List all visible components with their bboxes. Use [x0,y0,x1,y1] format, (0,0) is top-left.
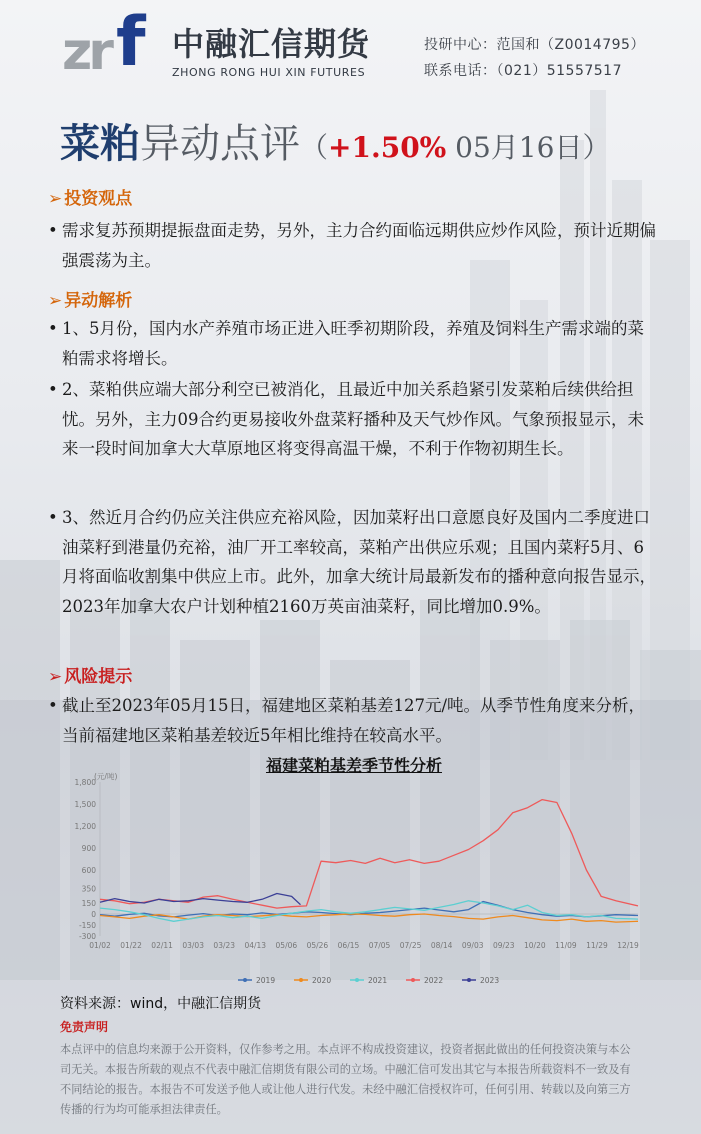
x-tick-label: 05/26 [306,941,329,950]
y-tick-label: 350 [81,884,96,894]
chart-title: 福建菜粕基差季节性分析 [265,756,442,775]
logo-english-name: ZHONG RONG HUI XIN FUTURES [172,66,366,79]
y-tick-label: 150 [81,899,96,908]
title-product: 菜粕 [60,120,140,167]
y-tick-label: 1,200 [74,822,96,831]
legend-label-2023: 2023 [480,976,500,985]
bullet-icon: • [48,696,58,715]
logo-letters: zr [62,22,110,82]
x-tick-label: 04/13 [244,941,267,950]
title-subject: 异动点评 [140,121,300,167]
y-tick-label: 1,800 [74,778,96,787]
page-title [60,112,610,169]
analysis-point-3 [48,503,658,621]
y-tick-label: -150 [78,921,96,930]
series-line-2022 [100,800,638,909]
section-analysis-title: 异动解析 [64,291,133,311]
title-paren-close: ） [582,131,611,164]
title-date: 05月16日 [446,131,583,164]
invest-text: 需求复苏预期提振盘面走势，另外，主力合约面临远期供应炒作风险，预计近期偏强震荡为主。 [62,221,656,270]
bullet-icon: • [48,380,58,399]
legend-label-2021: 2021 [368,976,388,985]
risk-paragraph [48,691,658,750]
analysis-text-2: 2、菜粕供应端大部分利空已被消化，且最近中加关系趋紧引发菜粕后续供给担忧。另外，主力09合约更易接收外盘菜籽播种及天气炒作风。气象预报显示，未来一段时间加拿大大草原地区将变得高温干燥，不利于作物初期生长。 [62,380,644,458]
risk-text: 截止至2023年05月15日，福建地区菜粕基差127元/吨。从季节性角度来分析，当前福建地区菜粕基差较近5年相比维持在较高水平。 [62,696,646,745]
x-tick-label: 03/03 [182,941,204,950]
x-tick-label: 03/23 [213,941,236,950]
x-tick-label: 05/06 [275,941,298,950]
x-tick-label: 01/22 [120,941,142,950]
logo-f-mark: f [116,3,146,82]
phone-contact: 联系电话：（021）51557517 [424,63,622,79]
x-tick-label: 12/19 [617,941,639,950]
invest-paragraph [48,216,658,275]
bullet-icon: • [48,221,58,240]
x-tick-label: 09/03 [461,941,484,950]
arrow-icon: ➢ [48,189,63,209]
analysis-point-2 [48,375,658,464]
y-tick-label: 0 [91,910,96,919]
title-change: +1.50% [328,131,447,164]
y-tick-label: 900 [81,844,96,853]
title-paren-open: （ [300,131,329,164]
research-contact: 投研中心：范国和（Z0014795） [424,37,645,53]
analysis-text-1: 1、5月份，国内水产养殖市场正进入旺季初期阶段，养殖及饲料生产需求端的菜粕需求将增长。 [62,319,644,368]
legend-marker-2023 [467,978,471,982]
company-logo [62,3,382,84]
y-tick-label: -300 [78,932,96,941]
x-tick-label: 11/09 [555,941,577,950]
y-tick-label: 1,500 [74,800,96,809]
arrow-icon: ➢ [48,667,63,687]
legend-marker-2019 [243,978,247,982]
section-risk-heading [48,662,132,687]
x-tick-label: 07/25 [399,941,422,950]
legend-marker-2022 [411,978,415,982]
disclaimer-title: 免责声明 [60,1020,109,1034]
x-tick-label: 08/14 [430,941,453,950]
logo-chinese-name: 中融汇信期货 [172,25,371,63]
analysis-text-3: 3、然近月合约仍应关注供应充裕风险，因加菜籽出口意愿良好及国内二季度进口油菜籽到港量仍充裕，油厂开工率较高，菜粕产出供应乐观；且国内菜籽5月、6月将面临收割集中供应上市。此外，加拿大统计局最新发布的播种意向报告显示，2023年加拿大农户计划种植2160万英亩油菜籽，同比增加0.9%。 [62,508,656,616]
x-tick-label: 02/11 [151,941,173,950]
bullet-icon: • [48,319,58,338]
section-invest-title: 投资观点 [64,189,133,209]
section-invest-heading [48,184,132,209]
x-tick-label: 09/23 [492,941,515,950]
legend-marker-2021 [355,978,359,982]
basis-seasonal-chart [60,768,650,993]
legend-label-2020: 2020 [312,976,332,985]
analysis-point-1 [48,314,658,373]
bullet-icon: • [48,508,58,527]
x-tick-label: 10/20 [524,941,546,950]
x-tick-label: 11/29 [586,941,608,950]
section-analysis-heading [48,286,132,311]
y-axis-unit: (元/吨) [94,772,118,781]
legend-label-2022: 2022 [424,976,444,985]
x-tick-label: 01/02 [89,941,111,950]
x-tick-label: 07/05 [368,941,391,950]
legend-marker-2020 [299,978,303,982]
legend-label-2019: 2019 [256,976,276,985]
x-tick-label: 06/15 [337,941,360,950]
arrow-icon: ➢ [48,291,63,311]
y-tick-label: 600 [81,866,96,875]
disclaimer-text: 本点评中的信息均来源于公开资料，仅作参考之用。本点评不构成投资建议，投资者据此做出的任何投资决策与本公司无关。本报告所载的观点不代表中融汇信期货有限公司的立场。中融汇信可发出其它与本报告所载资料不一致及有不同结论的报告。本报告不可发送予他人或让他人进行代发。未经中融汇信授权许可，任何引用、转载以及向第三方传播的行为均可能承担法律责任。 [60,1043,631,1116]
data-source: 资料来源：wind，中融汇信期货 [60,996,262,1012]
section-risk-title: 风险提示 [64,667,133,687]
